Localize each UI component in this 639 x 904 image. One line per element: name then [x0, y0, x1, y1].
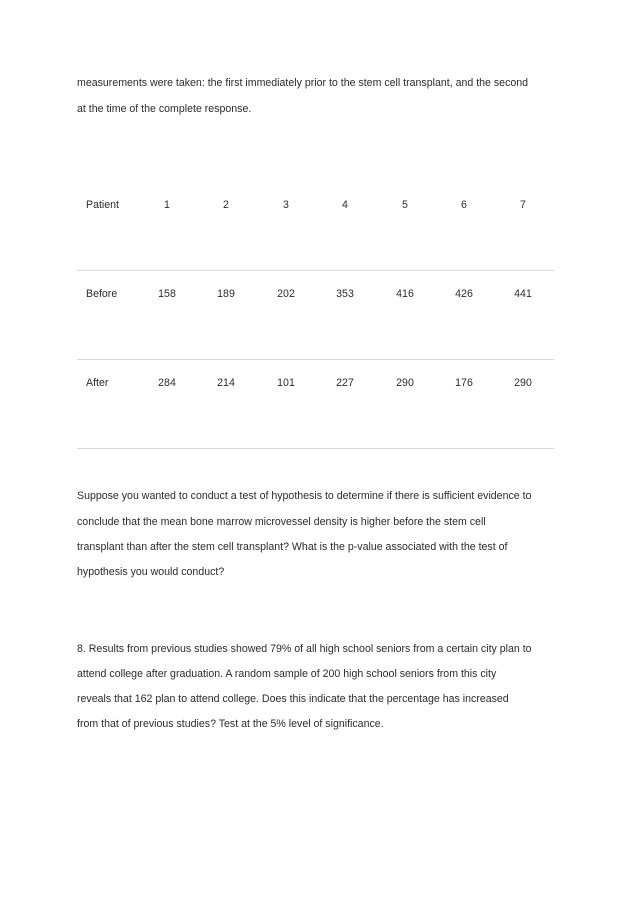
- data-table: [77, 160, 554, 450]
- row-label-before: Before: [86, 288, 118, 300]
- table-cell: 214: [217, 377, 235, 389]
- question-line-4: hypothesis you would conduct?: [77, 566, 225, 578]
- intro-line-1: measurements were taken: the first immediately prior to the stem cell transplant, and the second: [77, 77, 529, 89]
- table-cell: 2: [223, 199, 229, 211]
- problem8-line-1: 8. Results from previous studies showed 79% of all high school seniors from a certain city plan to: [77, 643, 532, 655]
- problem8-line-4: from that of previous studies? Test at the 5% level of significance.: [77, 718, 384, 730]
- table-cell: 6: [461, 199, 467, 211]
- table-cell: 202: [277, 288, 295, 300]
- table-row-patient: [77, 160, 554, 249]
- table-row-after: [77, 338, 554, 427]
- table-cell: 426: [455, 288, 473, 300]
- problem8-line-3: reveals that 162 plan to attend college. Does this indicate that the percentage has increased: [77, 693, 509, 705]
- table-cell: 353: [336, 288, 354, 300]
- table-row-before: [77, 249, 554, 338]
- question-line-2: conclude that the mean bone marrow microvessel density is higher before the stem cell: [77, 516, 486, 528]
- question-line-3: transplant than after the stem cell transplant? What is the p-value associated with the test of: [77, 541, 508, 553]
- table-cell: 290: [396, 377, 414, 389]
- problem8-line-2: attend college after graduation. A random sample of 200 high school seniors from this city: [77, 668, 497, 680]
- table-cell: 227: [336, 377, 354, 389]
- table-cell: 290: [514, 377, 532, 389]
- table-cell: 189: [217, 288, 235, 300]
- table-cell: 5: [402, 199, 408, 211]
- table-cell: 4: [342, 199, 348, 211]
- table-cell: 3: [283, 199, 289, 211]
- table-cell: 1: [164, 199, 170, 211]
- table-cell: 416: [396, 288, 414, 300]
- row-label-after: After: [86, 377, 109, 389]
- table-cell: 284: [158, 377, 176, 389]
- table-divider: [77, 448, 554, 449]
- intro-line-2: at the time of the complete response.: [77, 103, 252, 115]
- table-cell: 7: [520, 199, 526, 211]
- row-label-patient: Patient: [86, 199, 119, 211]
- question-line-1: Suppose you wanted to conduct a test of hypothesis to determine if there is sufficient evidence to: [77, 490, 532, 502]
- table-cell: 176: [455, 377, 473, 389]
- table-cell: 101: [277, 377, 295, 389]
- table-cell: 158: [158, 288, 176, 300]
- table-cell: 441: [514, 288, 532, 300]
